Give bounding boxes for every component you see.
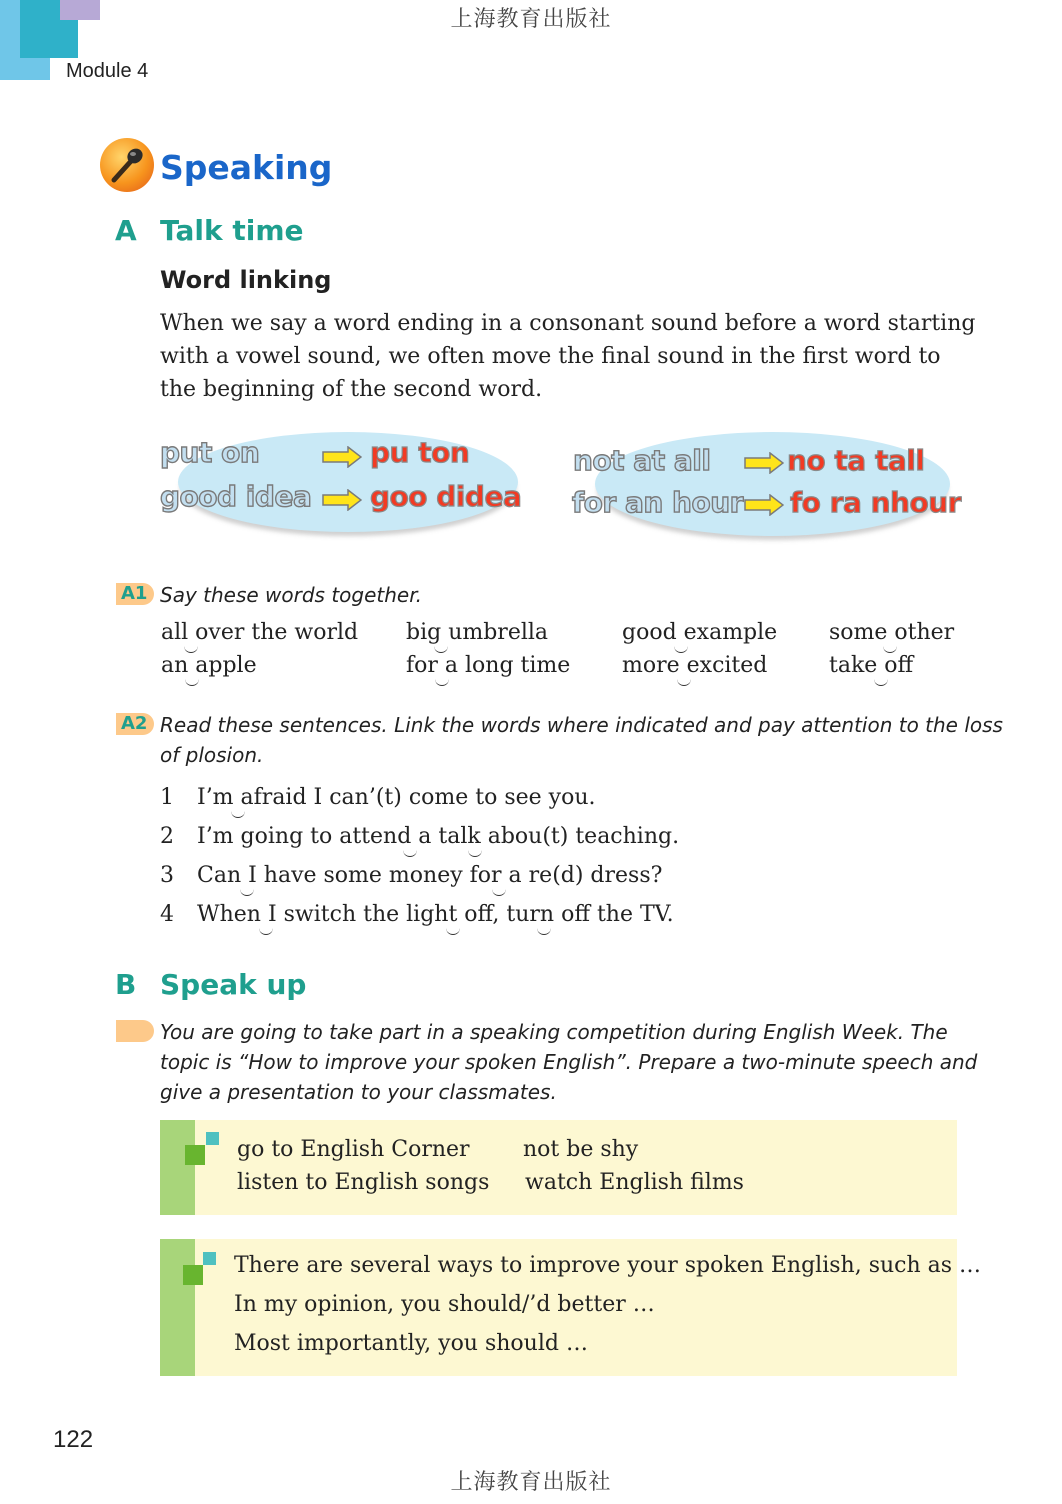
phrase: some other bbox=[829, 620, 955, 645]
idea-item: watch English films bbox=[525, 1170, 744, 1195]
example-linked: no ta tall bbox=[787, 444, 925, 477]
link-mark bbox=[446, 928, 460, 935]
ideas-box bbox=[160, 1120, 957, 1215]
link-mark bbox=[677, 679, 691, 686]
paragraph-line: with a vowel sound, we often move the final sound in the first word to bbox=[160, 344, 941, 369]
arrow-right-icon bbox=[322, 489, 362, 511]
link-mark bbox=[435, 679, 449, 686]
example-source: good idea bbox=[160, 480, 312, 513]
link-mark bbox=[231, 811, 245, 818]
instruction-line: topic is “How to improve your spoken English”. Prepare a two-minute speech and bbox=[160, 1050, 978, 1074]
activity-badge: A2 bbox=[116, 713, 154, 735]
section-title: Speaking bbox=[160, 148, 333, 187]
prompt-line: There are several ways to improve your spoken English, such as … bbox=[234, 1253, 982, 1278]
link-mark bbox=[185, 679, 199, 686]
activity-badge bbox=[116, 1020, 154, 1042]
paragraph-line: the beginning of the second word. bbox=[160, 377, 543, 402]
activity-instruction bbox=[160, 710, 1003, 770]
activity-badge: A1 bbox=[116, 583, 154, 605]
link-mark bbox=[883, 646, 897, 653]
square-icon bbox=[183, 1265, 203, 1285]
intro-paragraph bbox=[160, 307, 975, 406]
phrase: all over the world bbox=[161, 620, 359, 645]
paragraph-line: When we say a word ending in a consonant sound before a word starting bbox=[160, 311, 976, 336]
sentence-number: 3 bbox=[160, 863, 174, 888]
link-mark bbox=[492, 889, 506, 896]
phrase: good example bbox=[622, 620, 778, 645]
publisher-footer: 上海教育出版社 bbox=[450, 1470, 612, 1495]
section-b-title: Speak up bbox=[160, 968, 307, 1001]
sentence-number: 1 bbox=[160, 785, 174, 810]
sentence-number: 4 bbox=[160, 902, 174, 927]
sentence-number: 2 bbox=[160, 824, 174, 849]
phrase: big umbrella bbox=[406, 620, 549, 645]
sentence: When I switch the light off, turn off the TV. bbox=[197, 902, 674, 927]
link-mark bbox=[259, 928, 273, 935]
instruction-line: You are going to take part in a speaking competition during English Week. The bbox=[160, 1020, 948, 1044]
link-mark bbox=[874, 679, 888, 686]
phrase: an apple bbox=[161, 653, 257, 678]
arrow-right-icon bbox=[322, 446, 362, 468]
prompt-line: In my opinion, you should/’d better … bbox=[234, 1292, 655, 1317]
section-b-letter: B bbox=[115, 968, 137, 1001]
arrow-right-icon bbox=[744, 494, 784, 516]
link-mark bbox=[537, 928, 551, 935]
phrase: more excited bbox=[622, 653, 768, 678]
idea-item: not be shy bbox=[523, 1137, 639, 1162]
example-linked: pu ton bbox=[370, 436, 470, 469]
publisher-header: 上海教育出版社 bbox=[450, 7, 612, 32]
page-number: 122 bbox=[53, 1426, 94, 1453]
activity-instruction: Say these words together. bbox=[160, 583, 422, 607]
example-source: put on bbox=[160, 436, 260, 469]
idea-item: listen to English songs bbox=[237, 1170, 490, 1195]
box-side-bar bbox=[160, 1120, 195, 1215]
subheading: Word linking bbox=[160, 266, 332, 294]
instruction-line: of plosion. bbox=[160, 743, 264, 767]
instruction-line: Read these sentences. Link the words where indicated and pay attention to the loss bbox=[160, 713, 1003, 737]
arrow-right-icon bbox=[744, 452, 784, 474]
example-source: not at all bbox=[573, 444, 711, 477]
square-icon bbox=[185, 1145, 205, 1165]
idea-item: go to English Corner bbox=[237, 1137, 470, 1162]
square-icon bbox=[203, 1252, 216, 1265]
module-label: Module 4 bbox=[66, 60, 149, 82]
section-a-letter: A bbox=[115, 214, 137, 247]
microphone-icon bbox=[100, 138, 154, 192]
example-linked: goo didea bbox=[370, 480, 522, 513]
link-mark bbox=[674, 646, 688, 653]
example-linked: fo ra nhour bbox=[790, 486, 961, 519]
link-mark bbox=[403, 850, 417, 857]
link-mark bbox=[184, 646, 198, 653]
phrase: for a long time bbox=[406, 653, 571, 678]
link-mark bbox=[434, 646, 448, 653]
phrase: take off bbox=[829, 653, 914, 678]
link-mark bbox=[240, 889, 254, 896]
section-a-title: Talk time bbox=[160, 214, 304, 247]
square-icon bbox=[206, 1132, 219, 1145]
prompt-line: Most importantly, you should … bbox=[234, 1331, 588, 1356]
example-source: for an hour bbox=[572, 486, 743, 519]
sentence: Can I have some money for a re(d) dress? bbox=[197, 863, 663, 888]
sentence: I’m afraid I can’(t) come to see you. bbox=[197, 785, 596, 810]
link-mark bbox=[468, 850, 482, 857]
instruction-line: give a presentation to your classmates. bbox=[160, 1080, 557, 1104]
sentence: I’m going to attend a talk abou(t) teaching. bbox=[197, 824, 680, 849]
box-side-bar bbox=[160, 1239, 195, 1376]
activity-instruction bbox=[160, 1017, 977, 1107]
